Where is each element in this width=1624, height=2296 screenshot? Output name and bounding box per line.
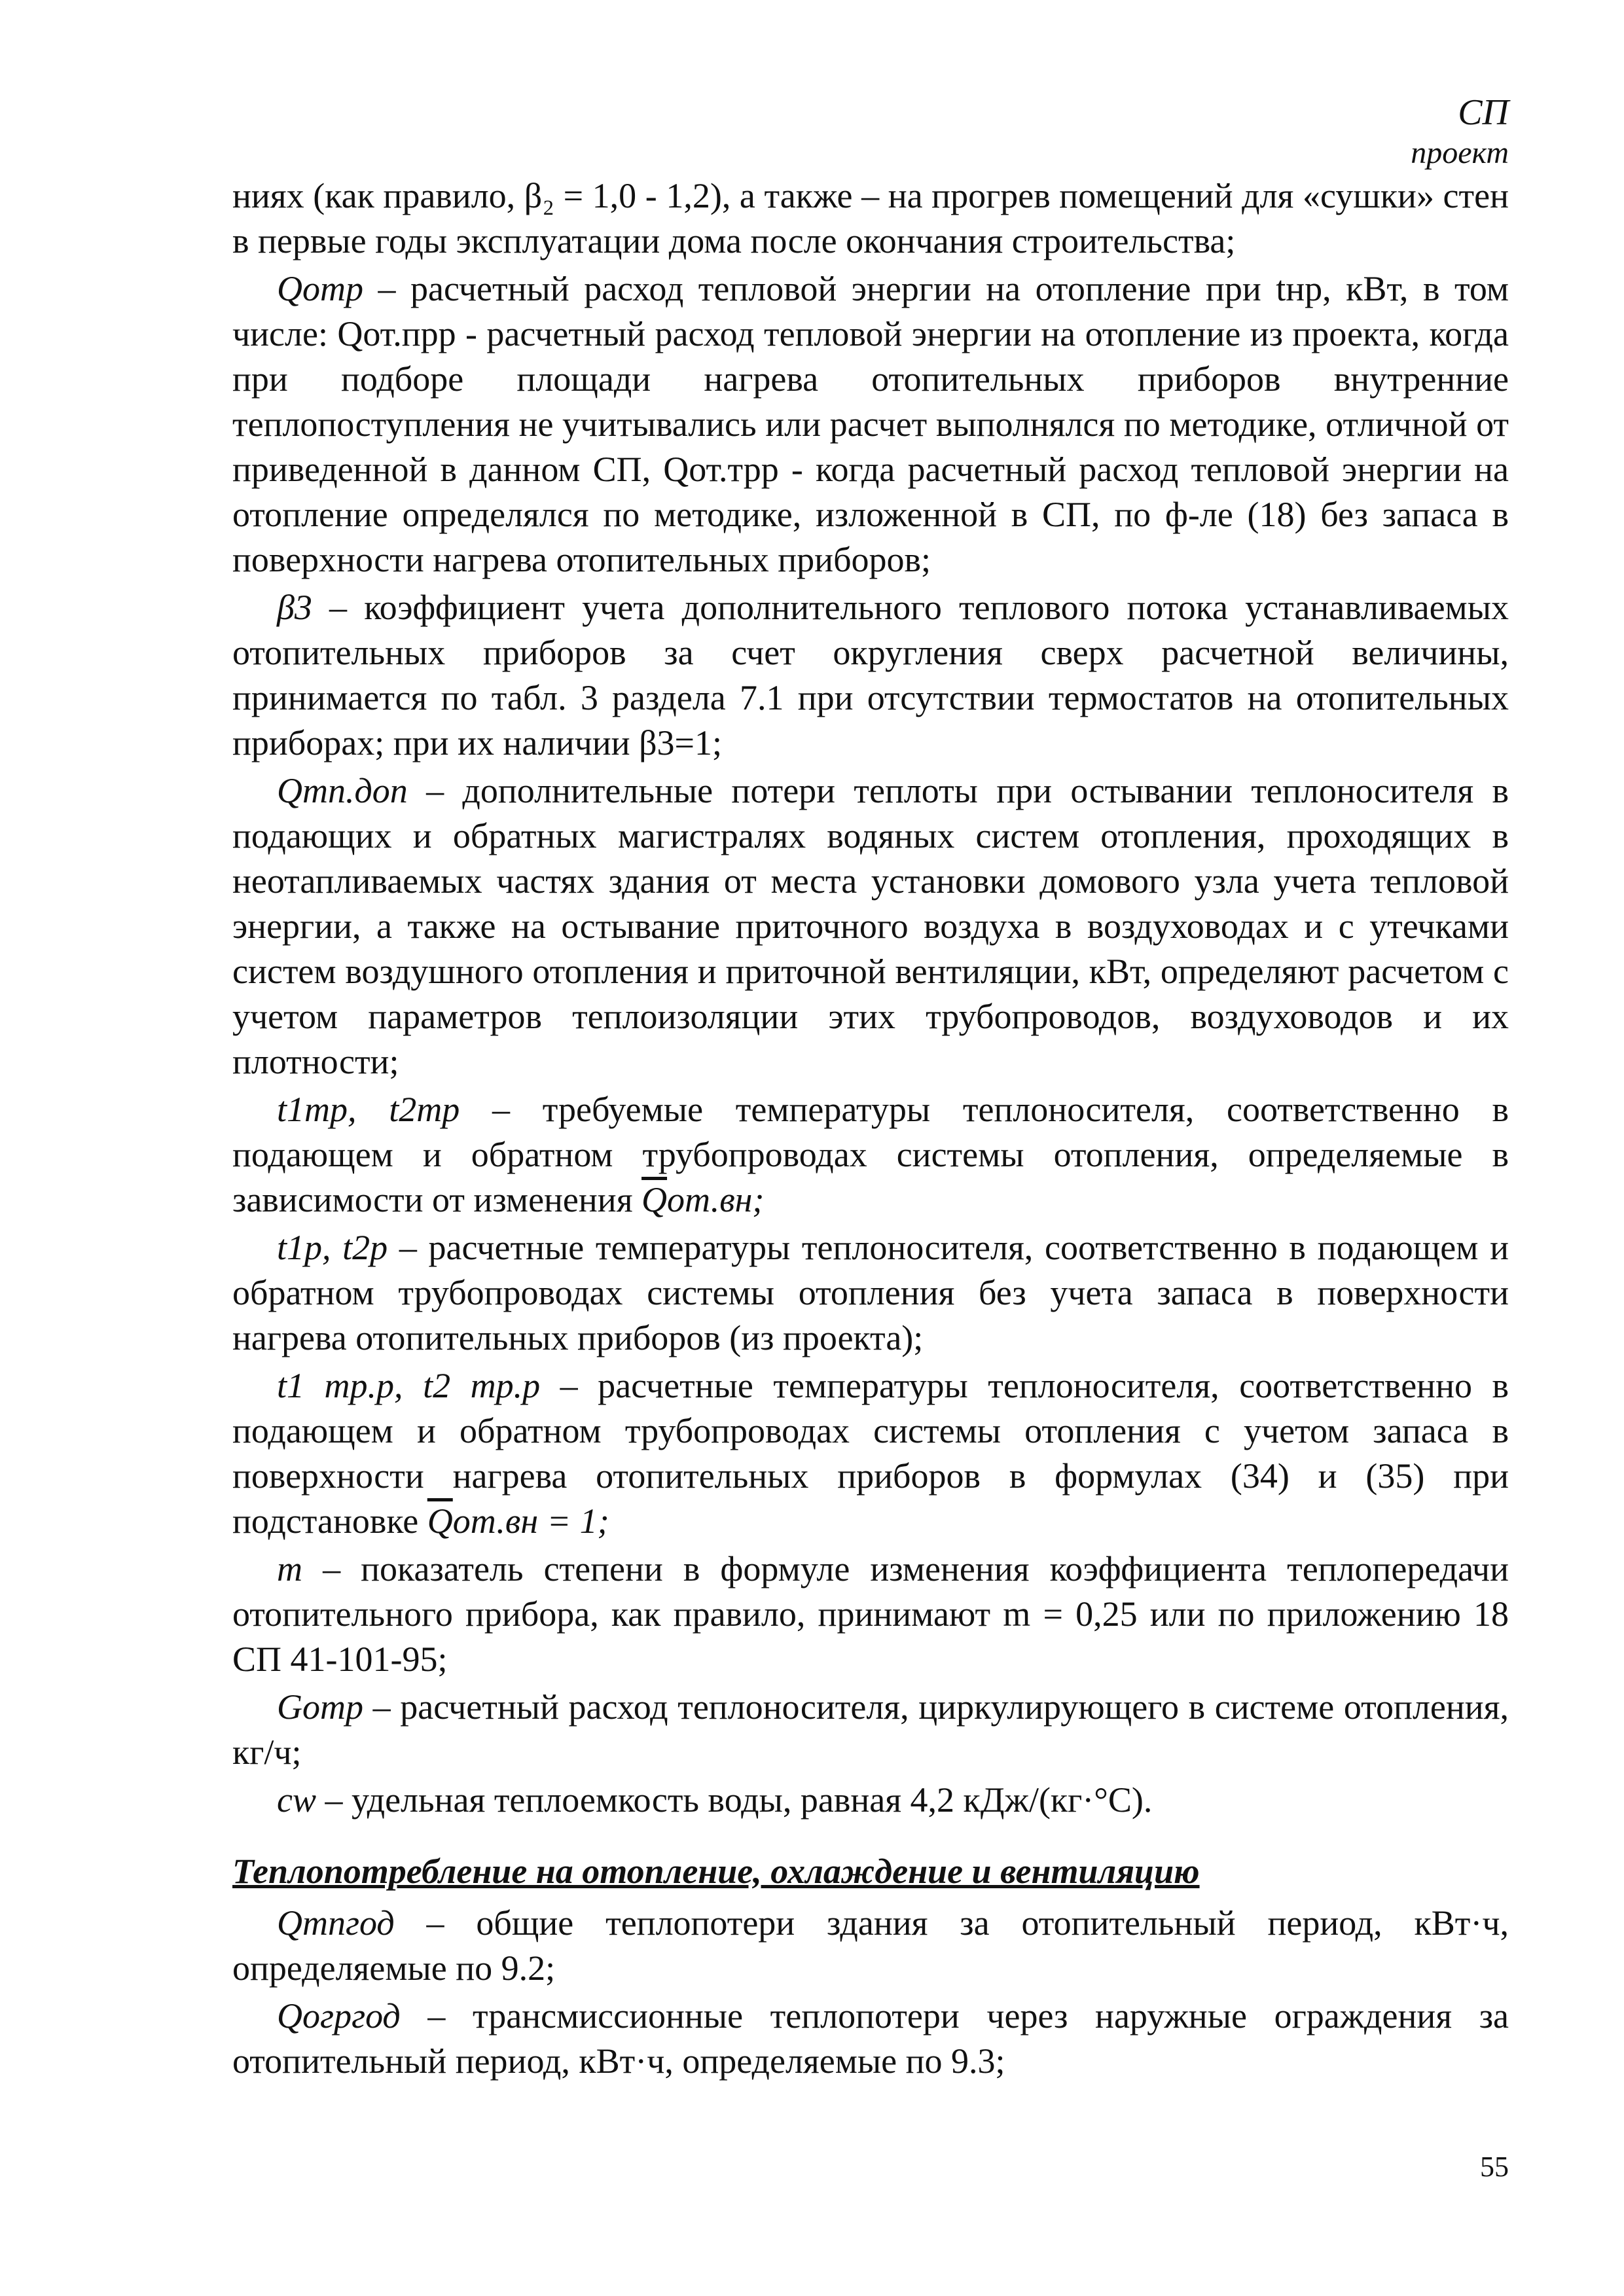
definition-t-p: t1р, t2р – расчетные температуры теплоносителя, соответственно в подающем и обратном трубопроводах системы отопления без учета запаса в поверхности нагрева отопительных приборов (из проекта); xyxy=(232,1228,1509,1357)
definition-t-tr: t1тр, t2тр – требуемые температуры теплоносителя, соответственно в подающем и обратном трубопроводах системы отопления, определяемые в зависимости от изменения $\overline{Q}от.вн$; xyxy=(232,1090,1509,1219)
definition-q-ogr-god: Qогргод – трансмиссионные теплопотери через наружные ограждения за отопительный период, кВт·ч, определяемые по 9.3; xyxy=(232,1996,1509,2081)
paragraph-continuation: ниях (как правило, β₂ = 1,0 - 1,2), а также – на прогрев помещений для «сушки» стен в первые годы эксплуатации дома после окончания строительства; xyxy=(232,176,1509,260)
symbol: Gотр xyxy=(277,1687,363,1727)
definition-t-tr-p: t1 тр.р, t2 тр.р – расчетные температуры теплоносителя, соответственно в подающем и обратном трубопроводах системы отопления с учетом запаса в поверхности нагрева отопительных приборов в формулах (34) и (35) при подстановке $\overline{Q}от.вн = 1$; xyxy=(232,1366,1509,1541)
symbol: β3 xyxy=(277,588,312,627)
document-body xyxy=(232,173,1509,2087)
definition-beta3: β3 – коэффициент учета дополнительного теплового потока устанавливаемых отопительных приборов за счет округления сверх расчетной величины, принимается по табл. 3 раздела 7.1 при отсутствии термостатов на отопительных приборах; при их наличии β3=1; xyxy=(232,588,1509,762)
symbol: t1 тр.р, t2 тр.р xyxy=(277,1366,541,1405)
symbol: t1тр, t2тр xyxy=(277,1090,460,1129)
symbol: cw xyxy=(277,1780,316,1820)
symbol: Qтп.доп xyxy=(277,771,408,810)
page-number: 55 xyxy=(1480,2151,1509,2183)
section-heading: Теплопотребление на отопление, охлаждение и вентиляцию xyxy=(232,1852,1200,1891)
definition-q-tp-god: Qтпгод – общие теплопотери здания за отопительный период, кВт·ч, определяемые по 9.2; xyxy=(232,1903,1509,1988)
symbol: Qтпгод xyxy=(277,1903,395,1943)
q-bar-symbol: $\overline{Q}$ xyxy=(427,1501,453,1541)
symbol: Qотр xyxy=(277,269,363,308)
definition-m: m – показатель степени в формуле изменения коэффициента теплопередачи отопительного прибора, как правило, принимают m = 0,25 или по приложению 18 СП 41-101-95; xyxy=(232,1549,1509,1679)
definition-g-ot: Gотр – расчетный расход теплоносителя, циркулирующего в системе отопления, кг/ч; xyxy=(232,1687,1509,1772)
header-subtitle: проект xyxy=(1411,135,1509,170)
definition-q-ot: Qотр – расчетный расход тепловой энергии на отопление при tнр, кВт, в том числе: Qот.прр - расчетный расход тепловой энергии на отопление из проекта, когда при подборе площади нагрева отопительных приборов внутренние теплопоступления не учитывались или расчет выполнялся по методике, отличной от приведенной в данном СП, Qот.трр - когда расчетный расход тепловой энергии на отопление определялся по методике, изложенной в СП, по ф-ле (18) без запаса в поверхности нагрева отопительных приборов; xyxy=(232,269,1509,579)
definition-q-tp-dop: Qтп.доп – дополнительные потери теплоты при остывании теплоносителя в подающих и обратных магистралях водяных систем отопления, проходящих в неотапливаемых частях здания от места установки домового узла учета тепловой энергии, а также на остывание приточного воздуха в воздуховодах и с утечками систем воздушного отопления и приточной вентиляции, кВт, определяют расчетом с учетом параметров теплоизоляции этих трубопроводов, воздуховодов и их плотности; xyxy=(232,771,1509,1081)
symbol: Qогргод xyxy=(277,1996,401,2036)
q-bar-symbol: $\overline{Q}$ xyxy=(641,1180,668,1219)
symbol: t1р, t2р xyxy=(277,1228,388,1267)
header-title: СП xyxy=(1458,92,1509,133)
definition-cw: cw – удельная теплоемкость воды, равная 4,2 кДж/(кг·°С). xyxy=(277,1780,1153,1820)
symbol: m xyxy=(277,1549,302,1588)
